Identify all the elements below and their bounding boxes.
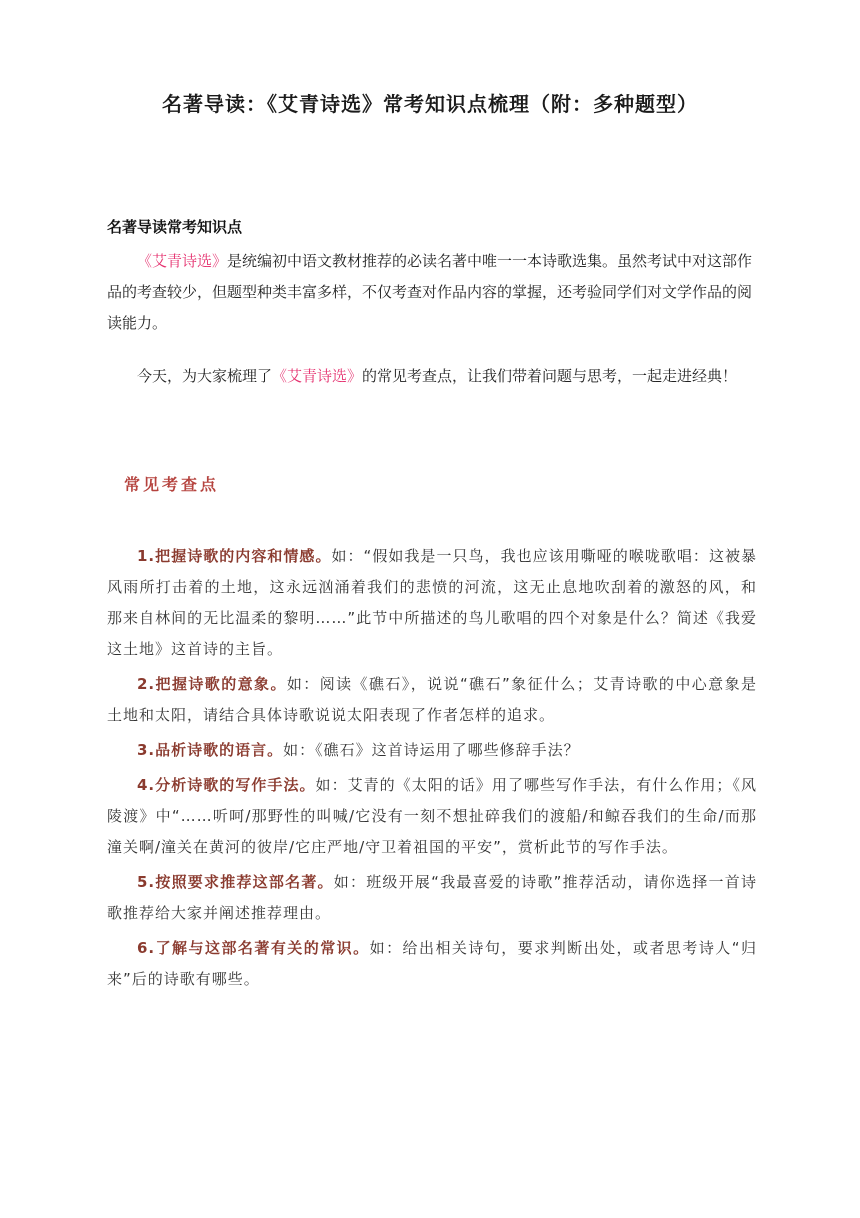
exam-point-body: 如：《礁石》这首诗运用了哪些修辞手法？ <box>283 741 580 759</box>
exam-point-body: 如：艾青的《太阳的话》用了哪些写作手法，有什么作用；《风陵渡》中“……听呵/那野性的叫喊/它没有一刻不想扯碎我们的渡船/和鲸吞我们的生命/而那潼关啊/潼关在黄河的彼岸/它庄严地/守卫着祖国的平安”，赏析此节的写作手法。 <box>107 776 757 856</box>
exam-point-heading: 2.把握诗歌的意象。 <box>137 675 287 693</box>
intro-paragraph-2-before: 今天，为大家梳理了 <box>137 367 273 385</box>
intro-paragraph-2-after: 的常见考查点，让我们带着问题与思考，一起走进经典！ <box>362 367 738 385</box>
book-title-highlight: 《艾青诗选》 <box>272 367 363 385</box>
exam-point-heading: 5.按照要求推荐这部名著。 <box>137 873 334 891</box>
intro-paragraph-2 <box>107 361 757 392</box>
exam-point-item <box>107 541 757 665</box>
book-title-highlight: 《艾青诗选》 <box>137 252 228 270</box>
exam-point-heading: 4.分析诗歌的写作手法。 <box>137 776 316 794</box>
intro-paragraph-1 <box>107 246 757 339</box>
exam-point-heading: 6.了解与这部名著有关的常识。 <box>137 939 370 957</box>
exam-point-item <box>107 933 757 995</box>
exam-points-heading: 常见考查点 <box>124 475 220 494</box>
exam-point-item <box>107 669 757 731</box>
exam-points-list <box>107 541 757 999</box>
intro-paragraph-1-text: 是统编初中语文教材推荐的必读名著中唯一一本诗歌选集。虽然考试中对这部作品的考查较少，但题型种类丰富多样，不仅考查对作品内容的掌握，还考验同学们对文学作品的阅读能力。 <box>107 252 753 332</box>
section-heading: 名著导读常考知识点 <box>107 218 243 236</box>
exam-point-item <box>107 735 757 766</box>
exam-point-heading: 3.品析诗歌的语言。 <box>137 741 284 759</box>
document-title: 名著导读：《艾青诗选》常考知识点梳理（附：多种题型） <box>162 92 698 116</box>
exam-point-body: 如：阅读《礁石》，说说“礁石”象征什么；艾青诗歌的中心意象是土地和太阳，请结合具体诗歌说说太阳表现了作者怎样的追求。 <box>107 675 758 724</box>
exam-point-item <box>107 867 757 929</box>
exam-point-body: 如：“假如我是一只鸟，我也应该用嘶哑的喉咙歌唱：这被暴风雨所打击着的土地，这永远汹涌着我们的悲愤的河流，这无止息地吹刮着的激怒的风，和那来自林间的无比温柔的黎明……”此节中所描述的鸟儿歌唱的四个对象是什么？简述《我爱这土地》这首诗的主旨。 <box>107 547 757 658</box>
exam-point-body: 如：给出相关诗句，要求判断出处，或者思考诗人“归来”后的诗歌有哪些。 <box>107 939 757 988</box>
exam-point-item <box>107 770 757 863</box>
exam-point-heading: 1.把握诗歌的内容和情感。 <box>137 547 332 565</box>
exam-point-body: 如：班级开展“我最喜爱的诗歌”推荐活动，请你选择一首诗歌推荐给大家并阐述推荐理由。 <box>107 873 757 922</box>
